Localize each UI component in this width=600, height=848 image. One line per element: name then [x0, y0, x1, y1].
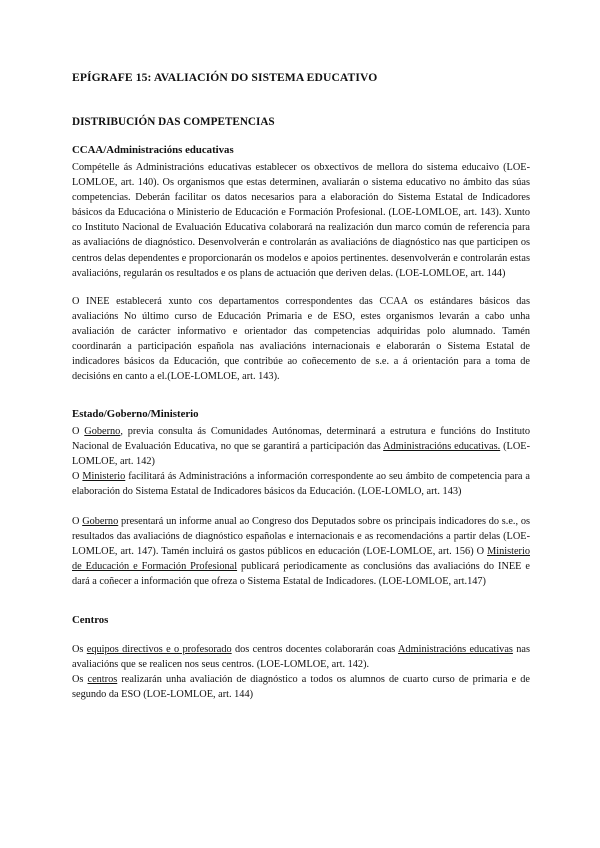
centros-paragraph-1: Os equipos directivos e o profesorado dos centros docentes colaborarán coas Administracións educativas nas avaliacións que se realicen nos seus centros. (LOE-LOMLOE, art. 142).: [72, 644, 530, 671]
underlined-administracions-2: Administracións educativas: [398, 644, 513, 655]
estado-heading: Estado/Goberno/Ministerio: [72, 408, 199, 420]
estado-paragraph-2: O Ministerio facilitará ás Administracións a información correspondente ao seu ámbito de competencia para a elaboración do Sistema Estatal de Indicadores básicos da Educación. (LOE-LOMLO, art. 143): [72, 471, 530, 498]
document-title: EPÍGRAFE 15: AVALIACIÓN DO SISTEMA EDUCATIVO: [72, 71, 378, 84]
underlined-goberno: Goberno: [84, 426, 121, 437]
underlined-ministerio-educacion: Ministerio de Educación e Formación Profesional: [72, 546, 530, 573]
underlined-equipos: equipos directivos e o profesorado: [86, 644, 232, 655]
centros-paragraph-2: Os centros realizarán unha avaliación de diagnóstico a todos os alumnos de cuarto curso de primaria e de segundo da ESO (LOE-LOMLOE, art. 144): [72, 674, 530, 701]
underlined-ministerio: Ministerio: [82, 471, 126, 482]
section-title: DISTRIBUCIÓN DAS COMPETENCIAS: [72, 116, 275, 128]
centros-heading: Centros: [72, 614, 109, 626]
underlined-centros: centros: [87, 674, 118, 685]
underlined-goberno-2: Goberno: [82, 516, 119, 527]
estado-paragraph-3: O Goberno presentará un informe anual ao Congreso dos Deputados sobre os principais indicadores do s.e., os resultados das avaliacións de diagnóstico españolas e internacionais e as recomendacións a partir delas (LOE-LOMLOE, art. 147). Tamén incluirá os gastos públicos en educación (LOE-LOMLOE, art. 156) O Ministerio de Educación e Formación Profesional publicará periodicamente as conclusións das avaliacións do INEE e dará a coñecer a información que ofreza o Sistema Estatal de Indicadores. (LOE-LOMLOE, art.147): [72, 516, 530, 588]
ccaa-paragraph-2: O INEE establecerá xunto cos departamentos correspondentes das CCAA os estándares básicos das avaliacións No último curso de Educación Primaria e de ESO, estes organismos levarán a cabo unha avaliación de carácter informativo e orientador das competencias adquiridas polo alumnado. Tamén coordinarán a participación española nas avaliacións internacionais e elaborarán o Sistema Estatal de indicadores básicos da Educación, que contribúe ao coñecemento de s.e. a á orientación para a toma de decisións en canto a el.(LOE-LOMLOE, art. 143).: [72, 296, 530, 383]
ccaa-heading: CCAA/Administracións educativas: [72, 144, 234, 156]
underlined-administracions: Administracións educativas.: [383, 441, 501, 453]
ccaa-paragraph-1: Compételle ás Administracións educativas establecer os obxectivos de mellora do sistema educaivo (LOE-LOMLOE, art. 140). Os organismos que estas determinen, avaliarán o sistema educativo no ámbito das súas competencias. Deberán facilitar os datos necesarios para a elaboración do Sistema Estatal de Indicadores básicos da Educacióna o Ministerio de Educación e Formación Profesional. (LOE-LOMLOE, art. 143). Xunto co Instituto Nacional de Evaluación Educativa colaborará na realización dun marco común de referencia para as avaliacións de diagnóstico. Desenvolverán e controlarán as avaliacións de diagnóstico nas que participen os centros delas dependentes e proporcionarán os modelos e apoios pertinentes. desenvolverán e controlarán estas avaliacións, regularán os resultados e os plans de actuación que deriven delas. (LOE-LOMLOE, art. 144): [72, 162, 530, 279]
estado-paragraph-1: O Goberno, previa consulta ás Comunidades Autónomas, determinará a estrutura e funcións do Instituto Nacional de Evaluación Educativa, no que se garantirá a participación das Administracións educativas. (LOE-LOMLOE, art. 142): [72, 426, 531, 468]
